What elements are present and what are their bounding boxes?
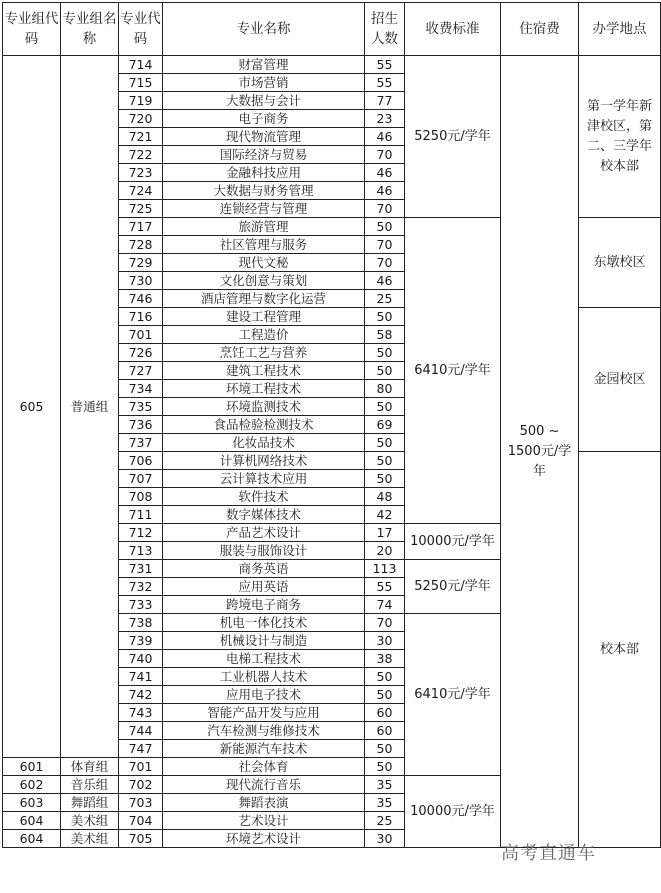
major-name-cell: 社区管理与服务 (163, 236, 365, 254)
major-code-cell: 725 (119, 200, 163, 218)
major-code-cell: 737 (119, 434, 163, 452)
major-code-cell: 702 (119, 776, 163, 794)
quota-cell: 17 (365, 524, 405, 542)
campus-cell: 金园校区 (579, 308, 661, 452)
group-name-cell: 音乐组 (61, 776, 119, 794)
quota-cell: 70 (365, 200, 405, 218)
tuition-cell: 6410元/学年 (405, 614, 501, 776)
group-code-cell: 605 (3, 56, 61, 758)
major-name-cell: 工程造价 (163, 326, 365, 344)
major-code-cell: 741 (119, 668, 163, 686)
major-name-cell: 艺术设计 (163, 812, 365, 830)
major-name-cell: 跨境电子商务 (163, 596, 365, 614)
major-name-cell: 大数据与会计 (163, 92, 365, 110)
major-code-cell: 738 (119, 614, 163, 632)
quota-cell: 70 (365, 146, 405, 164)
quota-cell: 113 (365, 560, 405, 578)
major-code-cell: 720 (119, 110, 163, 128)
major-code-cell: 722 (119, 146, 163, 164)
tuition-cell: 10000元/学年 (405, 776, 501, 848)
major-code-cell: 731 (119, 560, 163, 578)
quota-cell: 70 (365, 254, 405, 272)
major-code-cell: 721 (119, 128, 163, 146)
major-name-cell: 财富管理 (163, 56, 365, 74)
major-name-cell: 机电一体化技术 (163, 614, 365, 632)
quota-cell: 50 (365, 398, 405, 416)
group-name-cell: 舞蹈组 (61, 794, 119, 812)
major-code-cell: 706 (119, 452, 163, 470)
quota-cell: 38 (365, 650, 405, 668)
quota-cell: 46 (365, 272, 405, 290)
campus-cell: 校本部 (579, 452, 661, 848)
major-name-cell: 计算机网络技术 (163, 452, 365, 470)
major-code-cell: 708 (119, 488, 163, 506)
quota-cell: 35 (365, 794, 405, 812)
major-name-cell: 旅游管理 (163, 218, 365, 236)
group-code-cell: 603 (3, 794, 61, 812)
header-major-code: 专业代码 (119, 3, 163, 56)
major-code-cell: 735 (119, 398, 163, 416)
group-name-cell: 美术组 (61, 812, 119, 830)
header-group-code: 专业组代码 (3, 3, 61, 56)
major-code-cell: 744 (119, 722, 163, 740)
major-name-cell: 酒店管理与数字化运营 (163, 290, 365, 308)
major-code-cell: 704 (119, 812, 163, 830)
quota-cell: 74 (365, 596, 405, 614)
major-name-cell: 食品检验检测技术 (163, 416, 365, 434)
major-name-cell: 电子商务 (163, 110, 365, 128)
major-code-cell: 736 (119, 416, 163, 434)
major-code-cell: 705 (119, 830, 163, 848)
major-name-cell: 环境艺术设计 (163, 830, 365, 848)
major-code-cell: 703 (119, 794, 163, 812)
quota-cell: 30 (365, 632, 405, 650)
major-name-cell: 烹饪工艺与营养 (163, 344, 365, 362)
major-name-cell: 汽车检测与维修技术 (163, 722, 365, 740)
major-code-cell: 716 (119, 308, 163, 326)
group-code-cell: 602 (3, 776, 61, 794)
major-name-cell: 建筑工程技术 (163, 362, 365, 380)
quota-cell: 77 (365, 92, 405, 110)
header-group-name: 专业组名称 (61, 3, 119, 56)
major-code-cell: 743 (119, 704, 163, 722)
major-name-cell: 连锁经营与管理 (163, 200, 365, 218)
major-name-cell: 市场营销 (163, 74, 365, 92)
campus-cell: 东墩校区 (579, 218, 661, 308)
major-code-cell: 739 (119, 632, 163, 650)
quota-cell: 50 (365, 668, 405, 686)
major-code-cell: 717 (119, 218, 163, 236)
major-code-cell: 701 (119, 326, 163, 344)
watermark: 高考直通车 (501, 843, 596, 864)
major-name-cell: 智能产品开发与应用 (163, 704, 365, 722)
major-name-cell: 软件技术 (163, 488, 365, 506)
major-name-cell: 机械设计与制造 (163, 632, 365, 650)
quota-cell: 80 (365, 380, 405, 398)
quota-cell: 69 (365, 416, 405, 434)
enrollment-table (2, 2, 661, 848)
quota-cell: 50 (365, 308, 405, 326)
quota-cell: 70 (365, 614, 405, 632)
header-row (3, 3, 661, 56)
header-quota: 招生人数 (365, 3, 405, 56)
major-name-cell: 化妆品技术 (163, 434, 365, 452)
major-name-cell: 金融科技应用 (163, 164, 365, 182)
major-code-cell: 701 (119, 758, 163, 776)
major-name-cell: 服装与服饰设计 (163, 542, 365, 560)
major-code-cell: 732 (119, 578, 163, 596)
quota-cell: 25 (365, 290, 405, 308)
major-code-cell: 726 (119, 344, 163, 362)
header-tuition: 收费标准 (405, 3, 501, 56)
header-lodging: 住宿费 (501, 3, 579, 56)
major-name-cell: 现代文秘 (163, 254, 365, 272)
quota-cell: 50 (365, 686, 405, 704)
group-code-cell: 604 (3, 830, 61, 848)
quota-cell: 46 (365, 164, 405, 182)
quota-cell: 70 (365, 236, 405, 254)
quota-cell: 23 (365, 110, 405, 128)
major-code-cell: 712 (119, 524, 163, 542)
tuition-cell: 5250元/学年 (405, 560, 501, 614)
major-name-cell: 应用英语 (163, 578, 365, 596)
major-code-cell: 724 (119, 182, 163, 200)
tuition-cell: 10000元/学年 (405, 524, 501, 560)
major-code-cell: 729 (119, 254, 163, 272)
major-name-cell: 产品艺术设计 (163, 524, 365, 542)
quota-cell: 50 (365, 218, 405, 236)
quota-cell: 55 (365, 578, 405, 596)
major-code-cell: 715 (119, 74, 163, 92)
major-name-cell: 国际经济与贸易 (163, 146, 365, 164)
quota-cell: 55 (365, 56, 405, 74)
major-code-cell: 707 (119, 470, 163, 488)
quota-cell: 60 (365, 704, 405, 722)
quota-cell: 46 (365, 182, 405, 200)
major-name-cell: 舞蹈表演 (163, 794, 365, 812)
major-name-cell: 商务英语 (163, 560, 365, 578)
major-code-cell: 742 (119, 686, 163, 704)
major-name-cell: 社会体育 (163, 758, 365, 776)
quota-cell: 50 (365, 470, 405, 488)
quota-cell: 48 (365, 488, 405, 506)
quota-cell: 60 (365, 722, 405, 740)
major-code-cell: 747 (119, 740, 163, 758)
lodging-cell: 500 ~ 1500元/学年 (501, 56, 579, 848)
quota-cell: 50 (365, 362, 405, 380)
table-row (3, 56, 661, 74)
group-name-cell: 美术组 (61, 830, 119, 848)
quota-cell: 35 (365, 776, 405, 794)
quota-cell: 58 (365, 326, 405, 344)
major-name-cell: 环境工程技术 (163, 380, 365, 398)
quota-cell: 25 (365, 812, 405, 830)
major-code-cell: 711 (119, 506, 163, 524)
quota-cell: 50 (365, 758, 405, 776)
major-name-cell: 现代流行音乐 (163, 776, 365, 794)
quota-cell: 55 (365, 74, 405, 92)
major-code-cell: 719 (119, 92, 163, 110)
major-name-cell: 工业机器人技术 (163, 668, 365, 686)
quota-cell: 50 (365, 434, 405, 452)
major-name-cell: 建设工程管理 (163, 308, 365, 326)
group-code-cell: 601 (3, 758, 61, 776)
major-code-cell: 730 (119, 272, 163, 290)
quota-cell: 42 (365, 506, 405, 524)
group-name-cell: 体育组 (61, 758, 119, 776)
tuition-cell: 5250元/学年 (405, 56, 501, 218)
quota-cell: 50 (365, 452, 405, 470)
campus-cell: 第一学年新津校区，第二、三学年校本部 (579, 56, 661, 218)
header-major-name: 专业名称 (163, 3, 365, 56)
major-code-cell: 740 (119, 650, 163, 668)
major-code-cell: 733 (119, 596, 163, 614)
major-name-cell: 电梯工程技术 (163, 650, 365, 668)
major-code-cell: 746 (119, 290, 163, 308)
major-code-cell: 734 (119, 380, 163, 398)
major-name-cell: 应用电子技术 (163, 686, 365, 704)
quota-cell: 30 (365, 830, 405, 848)
quota-cell: 20 (365, 542, 405, 560)
tuition-cell: 6410元/学年 (405, 218, 501, 524)
major-code-cell: 728 (119, 236, 163, 254)
major-code-cell: 727 (119, 362, 163, 380)
quota-cell: 46 (365, 128, 405, 146)
group-code-cell: 604 (3, 812, 61, 830)
header-campus: 办学地点 (579, 3, 661, 56)
major-name-cell: 现代物流管理 (163, 128, 365, 146)
quota-cell: 50 (365, 344, 405, 362)
major-code-cell: 714 (119, 56, 163, 74)
major-name-cell: 数字媒体技术 (163, 506, 365, 524)
major-code-cell: 713 (119, 542, 163, 560)
group-name-cell: 普通组 (61, 56, 119, 758)
major-name-cell: 云计算技术应用 (163, 470, 365, 488)
major-name-cell: 环境监测技术 (163, 398, 365, 416)
major-name-cell: 新能源汽车技术 (163, 740, 365, 758)
major-name-cell: 大数据与财务管理 (163, 182, 365, 200)
quota-cell: 50 (365, 740, 405, 758)
major-code-cell: 723 (119, 164, 163, 182)
major-name-cell: 文化创意与策划 (163, 272, 365, 290)
